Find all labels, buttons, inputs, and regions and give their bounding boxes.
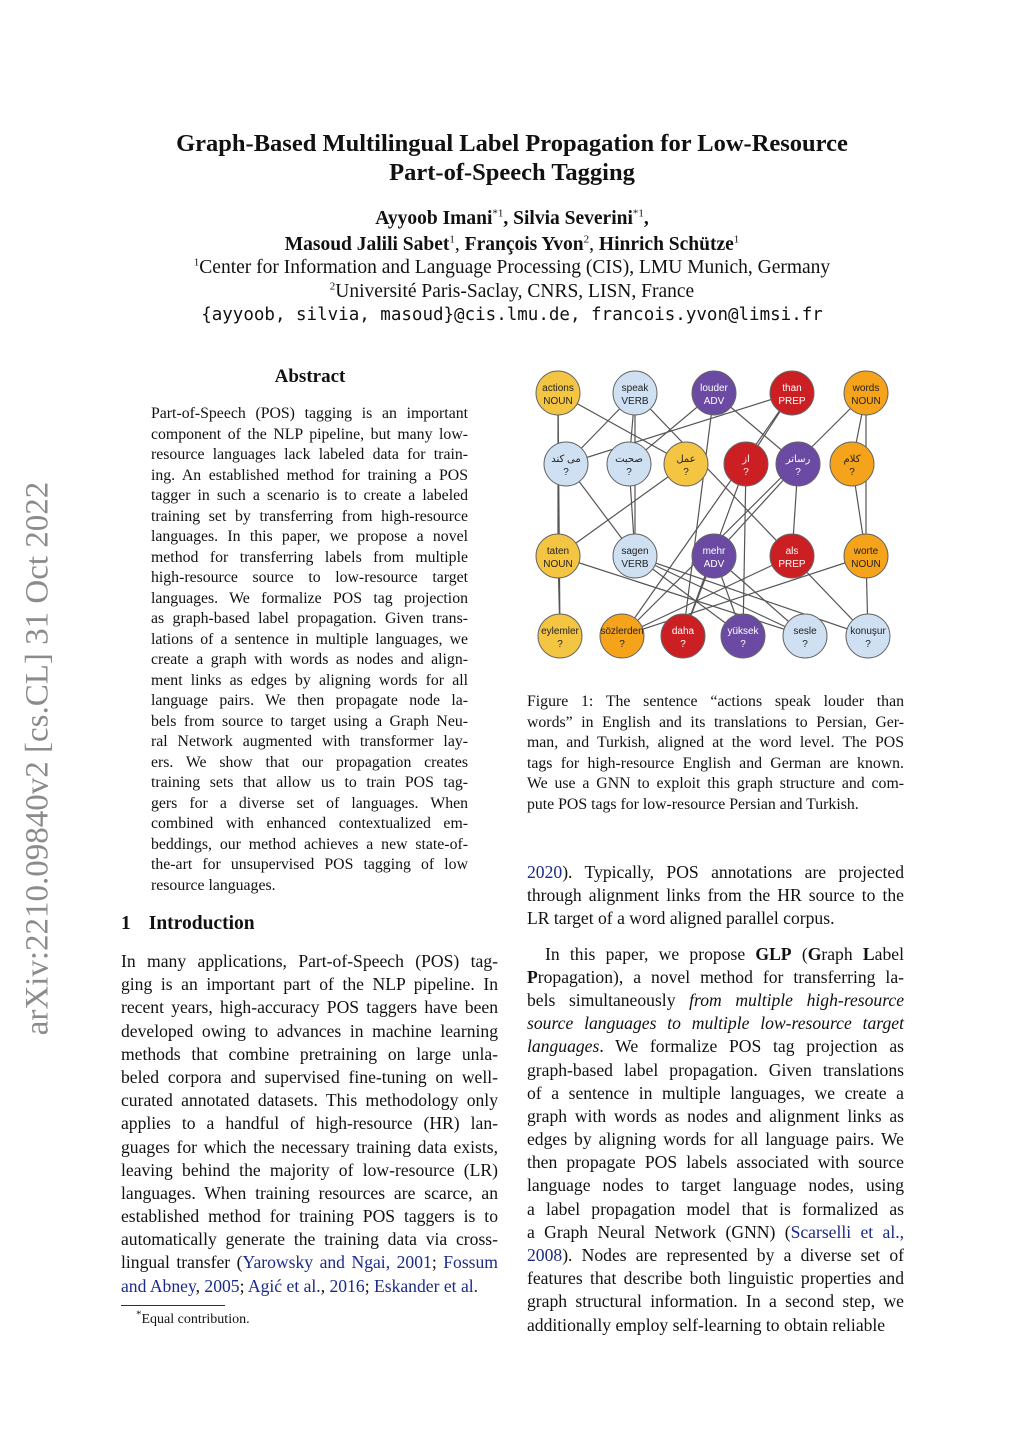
node-fa6 [830, 442, 874, 486]
node-tag: ? [626, 467, 632, 478]
node-tag: NOUN [543, 559, 573, 570]
node-tag: ? [849, 467, 855, 478]
text-line: beled corpora and supervised fine-tuning on well- [121, 1066, 498, 1087]
text-line: In this paper, we propose GLP (Graph Label [545, 943, 904, 964]
title-line-1: Graph-Based Multilingual Label Propagation for Low-Resource [176, 130, 848, 157]
author-2-sup: *1 [632, 207, 644, 220]
paragraph-glp-tail [527, 1267, 904, 1337]
text-line: edges by aligning words for all language pairs. We [527, 1129, 904, 1150]
text-line: method for transferring labels from multiple [151, 548, 468, 566]
node-sagen [613, 534, 657, 578]
node-word: than [782, 383, 802, 394]
citation-link[interactable]: 2016 [329, 1275, 365, 1296]
abstract-heading: Abstract [274, 366, 346, 387]
text-line: Propagation), a novel method for transferring la- [527, 966, 904, 987]
text-line: then propagate POS labels associated with source [527, 1152, 904, 1173]
text-line: developed owing to advances in machine learning [121, 1020, 498, 1041]
text-line: resource languages. [151, 876, 276, 894]
text-line: established method for training POS taggers is to [121, 1206, 498, 1227]
author-emails: {ayyoob, silvia, masoud}@cis.lmu.de, francois.yvon@limsi.fr [201, 305, 823, 325]
footnote-rule [121, 1305, 225, 1306]
text-line: languages. We formalize POS tag projection as [527, 1036, 904, 1057]
affiliation-2 [120, 281, 904, 303]
text-line: high-resource source to low-resource target [151, 569, 468, 586]
node-than [770, 371, 814, 415]
text-line: automatically generate the training data via cross- [121, 1229, 498, 1250]
node-word: می کند [551, 454, 581, 465]
citation-link[interactable]: and Abney [121, 1275, 196, 1296]
arxiv-stamp: arXiv:2210.09840v2 [cs.CL] 31 Oct 2022 [19, 481, 56, 1036]
text-line: as graph-based label propagation. Given trans- [151, 610, 468, 627]
author-5-sup: 1 [733, 233, 740, 246]
node-tag: ? [743, 467, 749, 478]
text-line: resource languages lack labeled data for train- [151, 446, 468, 463]
node-fa1 [544, 442, 588, 486]
node-word: کلام [843, 454, 861, 465]
node-word: mehr [702, 546, 726, 557]
node-tag: VERB [621, 396, 649, 407]
text-line: ment links as edges by aligning words for all [151, 671, 468, 689]
node-fa5 [776, 442, 820, 486]
text-line: graph-based label propagation. Given translations [527, 1059, 904, 1080]
text-line: leaving behind the majority of low-resource (LR) [121, 1159, 498, 1180]
right-line-1: 2020). Typically, POS annotations are projected [527, 862, 904, 882]
text-line: applies to a handful of high-resource (HR) lan- [121, 1113, 498, 1134]
footnote-text: Equal contribution. [141, 1312, 250, 1327]
text-line: Part-of-Speech (POS) tagging is an important [151, 405, 468, 422]
node-tag: ? [795, 467, 801, 478]
author-line-2: Masoud Jalili Sabet$^1$, François Yvon$^2$, Hinrich Schütze$^1$ [284, 233, 740, 255]
node-tag: ? [619, 639, 625, 650]
text-line: lations of a sentence in multiple languages, we [151, 630, 468, 648]
text-line: graph structural information. In a second step, we [527, 1291, 904, 1312]
node-word: worte [853, 546, 879, 557]
right-line-p2-14: 2008). Nodes are represented by a diverse set of [527, 1245, 904, 1265]
text-line: create a graph with words as nodes and align- [151, 651, 468, 668]
citation-link[interactable]: 2005 [204, 1275, 240, 1296]
node-word: taten [546, 546, 570, 557]
author-4-sup: 2 [583, 233, 590, 246]
text-line: bels from source to target using a Graph Neu- [151, 712, 468, 730]
author-1-sup: *1 [492, 207, 504, 220]
figure-1-caption [527, 692, 904, 815]
text-line: In many applications, Part-of-Speech (POS) tag- [121, 951, 498, 971]
author-4: François Yvon [464, 234, 584, 255]
text-line: methods that combine pretraining on large unla- [121, 1043, 498, 1064]
paper-title [120, 129, 904, 187]
text-line: words” in English and its translations to Persian, Ger- [527, 713, 904, 731]
figure-1-graph [528, 366, 904, 668]
node-tr5 [783, 614, 827, 658]
node-louder [692, 371, 736, 415]
node-word: از [742, 454, 750, 465]
node-tag: ? [740, 639, 746, 650]
text-line: languages. When training resources are scarce, an [121, 1182, 498, 1203]
aff2-text: Université Paris-Saclay, CNRS, LISN, France [335, 281, 695, 302]
node-tag: ? [802, 639, 808, 650]
node-taten [536, 534, 580, 578]
node-word: louder [700, 383, 728, 394]
text-line: language pairs. We then propagate node la- [151, 692, 468, 709]
node-word: daha [671, 626, 695, 637]
author-3: Masoud Jalili Sabet [284, 234, 450, 255]
citation-link[interactable]: Yarowsky and Ngai, 2001 [242, 1252, 432, 1273]
node-word: عمل [676, 454, 696, 465]
graph-edges [558, 393, 868, 636]
node-tag: NOUN [543, 396, 573, 407]
node-tag: ? [680, 639, 686, 650]
aff1-sup: 1 [193, 256, 200, 269]
node-tr1 [538, 614, 582, 658]
node-tag: ADV [703, 559, 725, 570]
text-line: beddings, our method achieves a new state-of- [151, 835, 468, 853]
text-line: ing. An established method for training a POS [151, 466, 468, 484]
node-word: رساتر [785, 454, 811, 465]
node-tr3 [661, 614, 705, 658]
node-fa2 [607, 442, 651, 486]
node-tag: PREP [778, 396, 806, 407]
node-tag: ? [557, 639, 563, 650]
citation-link[interactable]: Agić et al. [247, 1275, 321, 1296]
text-line: the-art for unsupervised POS tagging of low [151, 856, 468, 873]
author-3-sup: 1 [449, 233, 455, 246]
node-word: words [852, 383, 880, 394]
node-tr2 [600, 614, 644, 658]
section-title: Introduction [148, 913, 255, 934]
node-words [844, 371, 888, 415]
aff2-sup: 2 [329, 280, 336, 293]
citation-link[interactable]: 2020 [527, 862, 563, 882]
text-line: tags for high-resource English and German are known. [527, 754, 904, 772]
right-line-2: through alignment links from the HR source to the [527, 885, 904, 906]
citation-link[interactable]: Eskander et al. [373, 1275, 479, 1296]
title-line-2: Part-of-Speech Tagging [389, 159, 635, 186]
node-word: sesle [793, 626, 817, 637]
text-line: languages. In this paper, we propose a novel [151, 528, 468, 545]
node-word: als [785, 546, 799, 557]
intro-lines [121, 950, 498, 1251]
node-word: yüksek [727, 626, 759, 637]
text-line: curated annotated datasets. This methodology only [121, 1090, 498, 1111]
right-column-body [527, 861, 904, 1337]
text-line: component of the NLP pipeline, but many low- [151, 425, 468, 443]
node-tr4 [721, 614, 765, 658]
text-line: man, and Turkish, aligned at the word level. The POS [527, 734, 904, 751]
node-tr6 [846, 614, 890, 658]
text-line: guages for which the necessary training data exists, [121, 1136, 498, 1157]
node-word: actions [542, 383, 574, 394]
abstract-body [151, 404, 468, 896]
node-tag: ADV [703, 396, 725, 407]
text-line: additionally employ self-learning to obtain reliable [527, 1314, 886, 1335]
author-line-1: Ayyoob Imani$^{*1}$, Silvia Severini$^{*1}$, [375, 207, 649, 229]
text-line: training sets that allow us to train POS tag- [151, 774, 468, 791]
node-word: konuşur [850, 626, 886, 637]
node-tag: ? [563, 467, 569, 478]
node-worte [844, 534, 888, 578]
section-heading-introduction [121, 913, 255, 935]
text-line: language nodes to target language nodes, using [527, 1175, 904, 1196]
text-line: source languages to multiple low-resource target [527, 1013, 904, 1034]
text-line: features that describe both linguistic properties and [527, 1268, 904, 1289]
citation-link[interactable]: Scarselli et al., [790, 1221, 904, 1242]
intro-body [121, 950, 498, 1298]
text-line: languages. We formalize POS tag projection [151, 589, 468, 607]
text-line: ers. We show that our propagation creates [151, 753, 468, 771]
footnote [136, 1308, 250, 1328]
text-line: We use a GNN to exploit this graph structure and com- [527, 775, 904, 792]
node-tag: ? [683, 467, 689, 478]
intro-line-15: and Abney, 2005; Agić et al., 2016; Eskander et al. [121, 1275, 479, 1296]
node-fa3 [664, 442, 708, 486]
edge-than-tr2 [622, 393, 792, 636]
text-line: graph with words as nodes and alignment links as [527, 1105, 904, 1126]
text-line: recent years, high-accuracy POS taggers have been [121, 997, 498, 1018]
right-line-p2-13: a Graph Neural Network (GNN) (Scarselli et al., [527, 1221, 904, 1242]
text-line: pute POS tags for low-resource Persian and Turkish. [527, 795, 859, 813]
section-number: 1 [121, 913, 131, 934]
node-word: eylemler [541, 626, 579, 637]
node-tag: VERB [621, 559, 649, 570]
node-speak [613, 371, 657, 415]
citation-link[interactable]: Fossum [443, 1252, 498, 1273]
node-tag: NOUN [851, 396, 881, 407]
text-line: bels simultaneously from multiple high-resource [527, 989, 905, 1010]
citation-link[interactable]: 2008 [527, 1245, 563, 1265]
text-line: of a sentence in multiple languages, we create a [527, 1082, 904, 1103]
author-1: Ayyoob Imani [375, 208, 493, 229]
author-2: Silvia Severini [513, 208, 633, 229]
node-word: sözlerden [600, 626, 644, 637]
node-tag: NOUN [851, 559, 881, 570]
node-tag: ? [865, 639, 871, 650]
node-tag: PREP [778, 559, 806, 570]
node-word: sagen [621, 546, 649, 557]
text-line: a label propagation model that is formalized as [527, 1198, 904, 1219]
affiliation-1 [120, 257, 904, 279]
node-actions [536, 371, 580, 415]
node-mehr [692, 534, 736, 578]
author-5: Hinrich Schütze [598, 234, 734, 255]
text-line: training set by transferring from high-resource [151, 507, 468, 525]
intro-line-14: lingual transfer (Yarowsky and Ngai, 2001; Fossum [121, 1252, 498, 1273]
edge-fa4-tr4 [743, 464, 746, 636]
node-als [770, 534, 814, 578]
footnote-mark: * [136, 1308, 142, 1321]
node-fa4 [724, 442, 768, 486]
text-line: ral Network augmented with transformer lay- [151, 733, 468, 750]
graph-nodes [536, 371, 890, 658]
paragraph-glp [527, 943, 904, 1221]
text-line: combined with enhanced contextualized em- [151, 815, 468, 832]
text-line: tagger in such a scenario is to create a labeled [151, 487, 468, 504]
text-line: Figure 1: The sentence “actions speak louder than [527, 693, 904, 710]
text-line: ging is an important part of the NLP pipeline. In [121, 974, 498, 995]
text-line: gers for a diverse set of languages. When [151, 794, 468, 812]
node-word: صحبت [615, 454, 643, 465]
node-word: speak [621, 383, 649, 394]
aff1-text: Center for Information and Language Processing (CIS), LMU Munich, Germany [199, 257, 831, 278]
right-line-3: LR target of a word aligned parallel corpus. [527, 908, 835, 929]
